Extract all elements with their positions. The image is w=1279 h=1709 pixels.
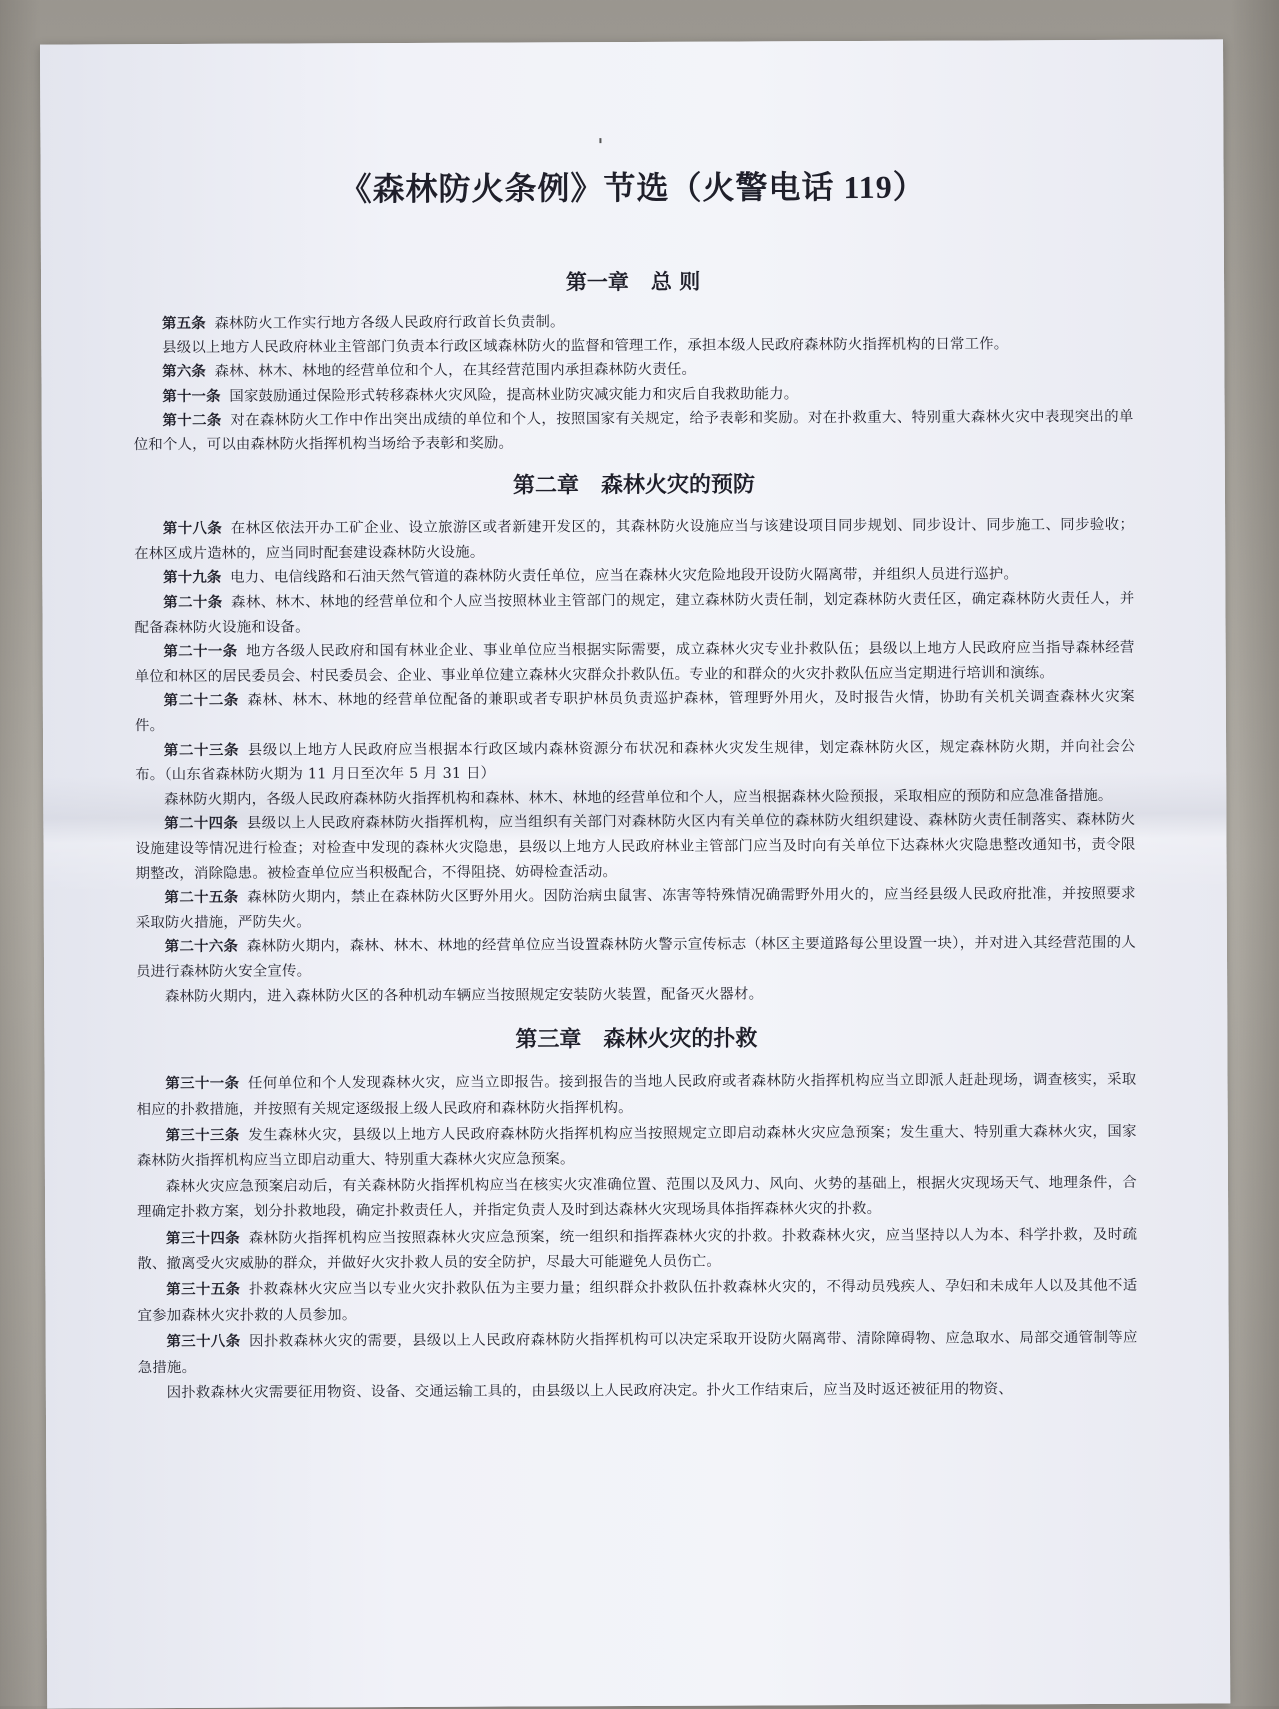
article-text: 在林区依法开办工矿企业、设立旅游区或者新建开发区的，其森林防火设施应当与该建设项目同步规划、同步设计、同步施工、同步验收；在林区成片造林的，应当同时配套建设森林防火设施。 <box>134 517 1135 562</box>
article-paragraph <box>135 685 1135 739</box>
article-number: 第二十三条 <box>163 741 240 759</box>
article-number: 第十一条 <box>162 387 221 405</box>
article-paragraph <box>135 734 1135 788</box>
article-number: 第二十条 <box>163 593 223 612</box>
article-number: 第二十一条 <box>163 642 238 661</box>
article-paragraph <box>134 405 1134 458</box>
article-paragraph <box>136 980 1136 1009</box>
paper-mark <box>599 138 601 143</box>
chapter-name: 森林火灾的扑救 <box>603 1025 758 1053</box>
article-paragraph <box>137 1119 1137 1175</box>
article-number: 第二十二条 <box>163 692 239 710</box>
article-text: 森林、林木、林地的经营单位配备的兼职或者专职护林员负责巡护森林，管理野外用火，及时报告火情，协助有关机关调查森林火灾案件。 <box>134 689 1135 735</box>
article-paragraph <box>134 513 1134 567</box>
article-paragraph <box>136 882 1136 936</box>
article-number: 第六条 <box>162 363 207 381</box>
chapter-paragraphs <box>136 1067 1137 1407</box>
article-text: 森林防火期内，进入森林防火区的各种机动车辆应当按照规定安装防火装置，配备灭火器材。 <box>164 985 764 1005</box>
chapter-2 <box>134 469 1136 1009</box>
chapter-1 <box>133 266 1134 458</box>
article-paragraph <box>137 1273 1137 1329</box>
document-body <box>133 166 1138 1407</box>
article-text: 森林防火期内，各级人民政府森林防火指挥机构和森林、林木、林地的经营单位和个人，应当根据森林火险预报，采取相应的预防和应急准备措施。 <box>164 787 1113 808</box>
article-text: 森林防火工作实行地方各级人民政府行政首长负责制。 <box>214 314 565 332</box>
article-paragraph <box>138 1325 1138 1381</box>
article-text: 森林防火期内，禁止在森林防火区野外用火。因防治病虫鼠害、冻害等特殊情况确需野外用火的，应当经县级人民政府批准，并按照要求采取防火措施，严防失火。 <box>135 885 1136 931</box>
article-text: 发生森林火灾，县级以上地方人民政府森林防火指挥机构应当按照规定立即启动森林火灾应急预案；发生重大、特别重大森林火灾，国家森林防火指挥机构应当立即启动重大、特别重大森林火灾应急预案。 <box>136 1123 1137 1170</box>
article-paragraph <box>135 808 1135 886</box>
article-paragraph <box>135 636 1135 690</box>
article-text: 县级以上地方人民政府林业主管部门负责本行政区域森林防火的监督和管理工作，承担本级人民政府森林防火指挥机构的日常工作。 <box>162 336 1009 357</box>
article-paragraph <box>133 332 1133 361</box>
chapter-paragraphs <box>134 513 1136 1009</box>
article-number: 第二十四条 <box>164 815 239 833</box>
chapter-name: 森林火灾的预防 <box>600 471 756 499</box>
article-text: 森林火灾应急预案启动后，有关森林防火指挥机构应当在核实火灾准确位置、范围以及风力、风向、火势的基础上，根据火灾现场天气、地理条件，合理确定扑救方案，划分扑救地段，确定扑救责任人，并指定负责人及时到达森林火灾现场具体指挥森林火灾的扑救。 <box>137 1174 1138 1221</box>
article-number: 第三十四条 <box>165 1229 241 1247</box>
article-number: 第三十八条 <box>166 1332 241 1351</box>
document-sheet <box>40 39 1230 1708</box>
article-number: 第三十三条 <box>165 1126 240 1144</box>
chapter-name: 总 则 <box>650 268 701 294</box>
article-text: 森林防火指挥机构应当按照森林火灾应急预案，统一组织和指挥森林火灾的扑救。扑救森林火灾，应当坚持以人为本、科学扑救，及时疏散、撤离受火灾威胁的群众，并做好火灾扑救人员的安全防护，尽最大可能避免人员伤亡。 <box>137 1226 1138 1273</box>
chapter-number: 第三章 <box>515 1026 582 1053</box>
article-number: 第二十五条 <box>164 888 239 907</box>
article-text: 森林、林木、林地的经营单位和个人，在其经营范围内承担森林防火责任。 <box>214 362 697 381</box>
article-number: 第十八条 <box>162 520 223 538</box>
article-text: 电力、电信线路和石油天然气管道的森林防火责任单位，应当在森林火灾危险地段开设防火隔离带，并组织人员进行巡护。 <box>230 566 1019 587</box>
article-paragraph <box>136 931 1136 985</box>
article-number: 第三十一条 <box>165 1074 240 1093</box>
article-paragraph <box>138 1377 1138 1407</box>
chapter-paragraphs <box>133 308 1134 458</box>
article-paragraph <box>137 1171 1137 1226</box>
chapter-heading <box>134 469 1134 501</box>
article-paragraph <box>134 587 1134 641</box>
article-number: 第十二条 <box>162 411 222 429</box>
article-text: 国家鼓励通过保险形式转移森林火灾风险，提高林业防灾减灾能力和灾后自我救助能力。 <box>229 385 799 405</box>
article-text: 森林、林木、林地的经营单位和个人应当按照林业主管部门的规定，建立森林防火责任制，划定森林防火责任区，确定森林防火责任人，并配备森林防火设施和设备。 <box>134 590 1135 636</box>
chapter-heading <box>136 1023 1136 1055</box>
chapter-number: 第二章 <box>512 472 579 499</box>
article-number: 第二十六条 <box>164 938 239 956</box>
chapter-number: 第一章 <box>565 269 629 295</box>
chapter-heading <box>133 266 1133 298</box>
article-number: 第十九条 <box>163 569 222 587</box>
article-text: 扑救森林火灾应当以专业火灾扑救队伍为主要力量；组织群众扑救队伍扑救森林火灾的，不得动员残疾人、孕妇和未成年人以及其他不适宜参加森林火灾扑救的人员参加。 <box>137 1278 1138 1324</box>
chapter-3 <box>136 1023 1138 1407</box>
article-text: 县级以上地方人民政府应当根据本行政区域内森林资源分布状况和森林火灾发生规律，划定森林防火区，规定森林防火期，并向社会公布。（山东省森林防火期为 11 月日至次年 5 月 31 日） <box>135 738 1136 784</box>
article-number: 第五条 <box>161 314 206 333</box>
article-text: 因扑救森林火灾需要征用物资、设备、交通运输工具的，由县级以上人民政府决定。扑火工作结束后，应当及时返还被征用的物资、 <box>166 1381 1013 1402</box>
article-text: 县级以上人民政府森林防火指挥机构，应当组织有关部门对森林防火区内有关单位的森林防火组织建设、森林防火责任制落实、森林防火设施建设等情况进行检查；对检查中发现的森林火灾隐患，县级以上地方人民政府林业主管部门应当及时向有关单位下达森林火灾隐患整改通知书，责令限期整改，消除隐患。被检查单位应当积极配合，不得阻挠、妨碍检查活动。 <box>135 812 1136 882</box>
document-title: 《森林防火条例》节选（火警电话 119） <box>339 168 926 208</box>
article-text: 森林防火期内，森林、林木、林地的经营单位应当设置森林防火警示宣传标志（林区主要道路每公里设置一块），并对进入其经营范围的人员进行森林防火安全宣传。 <box>136 935 1136 981</box>
article-text: 任何单位和个人发现森林火灾，应当立即报告。接到报告的当地人民政府或者森林防火指挥机构应当立即派人赶赴现场，调查核实，采取相应的扑救措施，并按照有关规定逐级报上级人民政府和森林防火指挥机构。 <box>136 1071 1137 1118</box>
article-text: 因扑救森林火灾的需要，县级以上人民政府森林防火指挥机构可以决定采取开设防火隔离带、清除障碍物、应急取水、局部交通管制等应急措施。 <box>137 1329 1138 1376</box>
article-number: 第三十五条 <box>166 1281 241 1299</box>
article-text: 对在森林防火工作中作出突出成绩的单位和个人，按照国家有关规定，给予表彰和奖励。对在扑救重大、特别重大森林火灾中表现突出的单位和个人，可以由森林防火指挥机构当场给予表彰和奖励。 <box>133 408 1134 454</box>
article-paragraph <box>136 1067 1136 1123</box>
article-text: 地方各级人民政府和国有林业企业、事业单位应当根据实际需要，成立森林火灾专业扑救队伍；县级以上地方人民政府应当指导森林经营单位和林区的居民委员会、村民委员会、企业、事业单位建立森林火灾群众扑救队伍。专业的和群众的火灾扑救队伍应当定期进行培训和演练。 <box>134 639 1135 685</box>
article-paragraph <box>137 1221 1137 1277</box>
